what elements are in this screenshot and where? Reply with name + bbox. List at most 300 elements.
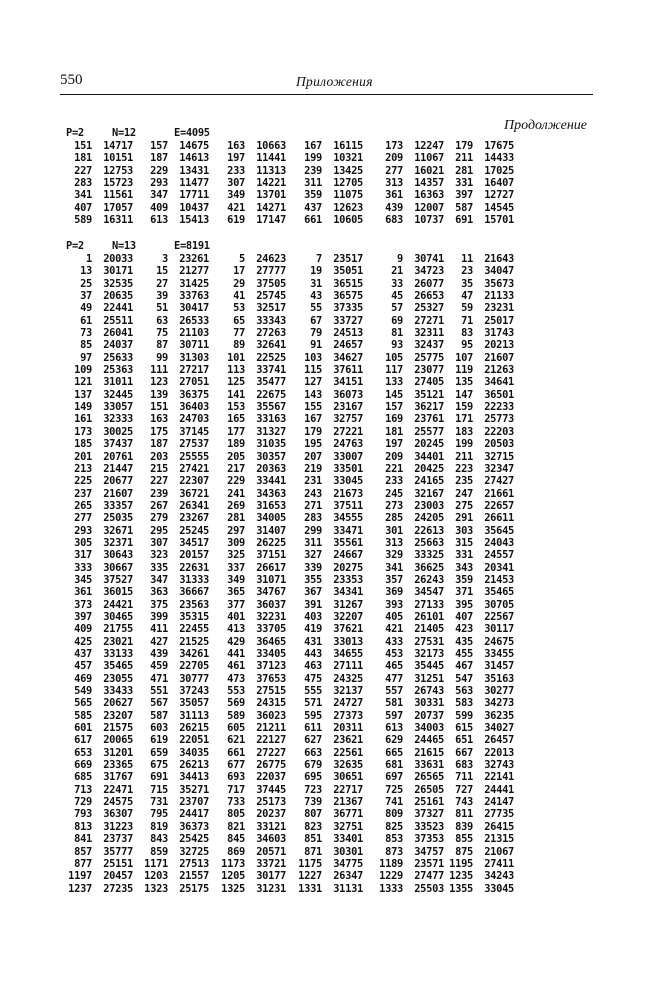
exponent-value: 211: [455, 450, 473, 463]
octal-value: 23707: [179, 796, 209, 809]
table-cell: [443, 202, 514, 214]
octal-value: 27735: [484, 808, 514, 821]
exponent-value: 567: [150, 697, 168, 710]
table-cell: [443, 189, 514, 201]
table-cell: [215, 140, 286, 152]
table-cell: [138, 278, 209, 290]
table-cell: [443, 438, 514, 450]
octal-value: 22717: [333, 783, 363, 796]
octal-value: 22203: [484, 425, 514, 438]
exponent-value: 163: [150, 413, 168, 426]
exponent-value: 229: [150, 164, 168, 177]
exponent-value: 109: [74, 364, 92, 377]
table-cell: [373, 623, 444, 635]
exponent-value: 677: [227, 759, 245, 772]
table-cell: [138, 202, 209, 214]
table-cell: [215, 549, 286, 561]
octal-value: 32167: [414, 487, 444, 500]
octal-value: 33705: [256, 623, 286, 636]
table-cell: [138, 500, 209, 512]
exponent-value: 467: [455, 660, 473, 673]
octal-value: 36023: [256, 709, 286, 722]
table-row: [62, 821, 596, 833]
exponent-value: 393: [385, 598, 403, 611]
exponent-value: 589: [74, 214, 92, 227]
table-cell: [443, 302, 514, 314]
exponent-value: 809: [385, 808, 403, 821]
table-cell: [373, 189, 444, 201]
table-cell: [373, 253, 444, 265]
exponent-value: 617: [74, 734, 92, 747]
table-cell: [292, 140, 363, 152]
table-cell: [373, 214, 444, 226]
exponent-value: 349: [227, 189, 245, 202]
table-cell: [62, 549, 133, 561]
exponent-value: 171: [455, 413, 473, 426]
octal-value: 24417: [179, 808, 209, 821]
octal-value: 34757: [414, 845, 444, 858]
exponent-value: 283: [304, 512, 322, 525]
exponent-value: 585: [74, 709, 92, 722]
octal-value: 33523: [414, 820, 444, 833]
exponent-value: 611: [304, 722, 322, 735]
exponent-value: 433: [385, 635, 403, 648]
exponent-value: 307: [150, 536, 168, 549]
exponent-value: 179: [455, 140, 473, 152]
octal-value: 36307: [103, 808, 133, 821]
table-cell: [215, 673, 286, 685]
table-row: [62, 833, 596, 845]
octal-value: 12247: [414, 140, 444, 152]
table-row: [62, 685, 596, 697]
octal-value: 10437: [179, 201, 209, 214]
table-cell: [215, 808, 286, 820]
octal-value: 33455: [484, 648, 514, 660]
table-row: [62, 562, 596, 574]
exponent-value: 1195: [449, 857, 473, 870]
table-cell: [443, 389, 514, 401]
table-cell: [292, 525, 363, 537]
page-number: 550: [60, 72, 83, 88]
table-cell: [62, 475, 133, 487]
table-cell: [292, 574, 363, 586]
octal-value: 26743: [414, 685, 444, 698]
exponent-value: 439: [150, 648, 168, 660]
octal-value: 26565: [414, 771, 444, 784]
octal-value: 31011: [103, 376, 133, 389]
octal-value: 25151: [103, 857, 133, 870]
table-cell: [373, 648, 444, 660]
exponent-value: 691: [455, 214, 473, 227]
octal-value: 26611: [484, 512, 514, 525]
table-cell: [292, 278, 363, 290]
octal-value: 15413: [179, 214, 209, 227]
table-cell: [373, 352, 444, 364]
exponent-value: 125: [227, 376, 245, 389]
table-cell: [215, 315, 286, 327]
exponent-value: 443: [304, 648, 322, 660]
table-cell: [62, 870, 133, 882]
exponent-value: 181: [74, 152, 92, 165]
octal-value: 11067: [414, 152, 444, 165]
table-cell: [138, 611, 209, 623]
octal-value: 22307: [179, 475, 209, 488]
table-cell: [373, 673, 444, 685]
exponent-value: 37: [80, 290, 92, 303]
octal-value: 31327: [256, 425, 286, 438]
table-cell: [443, 808, 514, 820]
octal-value: 21755: [103, 623, 133, 636]
table-row: [62, 214, 596, 226]
exponent-value: 859: [150, 845, 168, 858]
exponent-value: 117: [385, 364, 403, 377]
octal-value: 26041: [103, 327, 133, 340]
table-n13: [62, 240, 596, 895]
table-cell: [292, 771, 363, 783]
exponent-value: 243: [304, 487, 322, 500]
table-cell: [215, 475, 286, 487]
table-cell: [215, 177, 286, 189]
table-cell: [443, 574, 514, 586]
octal-value: 10663: [256, 140, 286, 152]
exponent-value: 549: [74, 685, 92, 698]
exponent-value: 453: [385, 648, 403, 660]
octal-value: 33343: [256, 314, 286, 327]
table-cell: [138, 660, 209, 672]
param-n: N=12: [112, 127, 136, 139]
table-cell: [292, 883, 363, 895]
param-p: P=2: [66, 240, 84, 252]
octal-value: 20213: [484, 339, 514, 352]
table-cell: [292, 808, 363, 820]
exponent-value: 711: [455, 771, 473, 784]
table-row: [62, 623, 596, 635]
exponent-value: 205: [227, 450, 245, 463]
table-cell: [373, 278, 444, 290]
exponent-value: 855: [455, 833, 473, 846]
table-cell: [138, 189, 209, 201]
octal-value: 21277: [179, 265, 209, 278]
exponent-value: 185: [74, 438, 92, 451]
exponent-value: 315: [455, 536, 473, 549]
table-cell: [62, 376, 133, 388]
octal-value: 22561: [333, 746, 363, 759]
octal-value: 26213: [179, 759, 209, 772]
octal-value: 20275: [333, 561, 363, 574]
table-cell: [62, 438, 133, 450]
exponent-value: 327: [304, 549, 322, 562]
exponent-value: 245: [385, 487, 403, 500]
exponent-value: 337: [227, 561, 245, 574]
exponent-value: 1323: [144, 882, 168, 895]
exponent-value: 875: [455, 845, 473, 858]
table-cell: [215, 821, 286, 833]
table-cell: [443, 278, 514, 290]
exponent-value: 605: [227, 722, 245, 735]
octal-value: 30025: [103, 425, 133, 438]
exponent-value: 869: [227, 845, 245, 858]
octal-value: 22657: [484, 499, 514, 512]
exponent-value: 151: [74, 140, 92, 152]
table-cell: [138, 685, 209, 697]
table-cell: [443, 152, 514, 164]
octal-value: 24205: [414, 512, 444, 525]
octal-value: 22051: [179, 734, 209, 747]
exponent-value: 155: [304, 401, 322, 414]
table-cell: [373, 265, 444, 277]
exponent-value: 569: [227, 697, 245, 710]
exponent-value: 375: [150, 598, 168, 611]
exponent-value: 239: [304, 164, 322, 177]
octal-value: 25161: [414, 796, 444, 809]
octal-value: 21575: [103, 722, 133, 735]
table-cell: [138, 426, 209, 438]
octal-value: 34003: [414, 722, 444, 735]
table-cell: [373, 697, 444, 709]
exponent-value: 89: [233, 339, 245, 352]
exponent-value: 697: [385, 771, 403, 784]
exponent-value: 601: [74, 722, 92, 735]
table-cell: [373, 722, 444, 734]
octal-value: 22613: [414, 524, 444, 537]
table-cell: [292, 500, 363, 512]
table-row: [62, 327, 596, 339]
table-cell: [373, 636, 444, 648]
exponent-value: 121: [74, 376, 92, 389]
octal-value: 20341: [484, 561, 514, 574]
exponent-value: 143: [304, 388, 322, 401]
octal-value: 20237: [256, 808, 286, 821]
octal-value: 25017: [484, 314, 514, 327]
table-cell: [215, 697, 286, 709]
table-cell: [292, 413, 363, 425]
octal-value: 36721: [179, 487, 209, 500]
octal-value: 25633: [103, 351, 133, 364]
exponent-value: 293: [74, 524, 92, 537]
octal-value: 21607: [484, 351, 514, 364]
exponent-value: 653: [74, 746, 92, 759]
table-cell: [138, 177, 209, 189]
table-cell: [215, 796, 286, 808]
table-cell: [373, 512, 444, 524]
exponent-value: 215: [150, 462, 168, 475]
exponent-value: 841: [74, 833, 92, 846]
exponent-value: 325: [227, 549, 245, 562]
table-row: [62, 364, 596, 376]
exponent-value: 97: [80, 351, 92, 364]
table-cell: [292, 426, 363, 438]
exponent-value: 419: [304, 623, 322, 636]
table-cell: [215, 302, 286, 314]
octal-value: 31743: [484, 327, 514, 340]
octal-value: 26457: [484, 734, 514, 747]
table-cell: [62, 140, 133, 152]
octal-value: 31251: [414, 672, 444, 685]
octal-value: 24763: [333, 438, 363, 451]
table-cell: [215, 883, 286, 895]
table-cell: [443, 710, 514, 722]
octal-value: 23003: [414, 499, 444, 512]
table-row: [62, 339, 596, 351]
octal-value: 26341: [179, 499, 209, 512]
octal-value: 33441: [256, 475, 286, 488]
exponent-value: 739: [304, 796, 322, 809]
octal-value: 37243: [179, 685, 209, 698]
octal-value: 22567: [484, 610, 514, 623]
table-cell: [373, 140, 444, 152]
table-cell: [373, 796, 444, 808]
octal-value: 25175: [179, 882, 209, 895]
table-cell: [292, 784, 363, 796]
octal-value: 20503: [484, 438, 514, 451]
exponent-value: 67: [310, 314, 322, 327]
table-cell: [443, 611, 514, 623]
table-cell: [215, 734, 286, 746]
octal-value: 34641: [484, 376, 514, 389]
exponent-value: 421: [385, 623, 403, 636]
exponent-value: 311: [304, 177, 322, 190]
table-cell: [62, 636, 133, 648]
octal-value: 26243: [414, 573, 444, 586]
octal-value: 16407: [484, 177, 514, 190]
exponent-value: 75: [156, 327, 168, 340]
table-cell: [373, 500, 444, 512]
exponent-value: 391: [304, 598, 322, 611]
table-cell: [292, 648, 363, 660]
exponent-value: 465: [385, 660, 403, 673]
exponent-value: 49: [80, 302, 92, 315]
table-cell: [215, 599, 286, 611]
table-cell: [62, 562, 133, 574]
table-cell: [138, 858, 209, 870]
octal-value: 37335: [333, 302, 363, 315]
octal-value: 24557: [484, 549, 514, 562]
octal-value: 23563: [179, 598, 209, 611]
octal-value: 30171: [103, 265, 133, 278]
param-n: N=13: [112, 240, 136, 252]
octal-value: 27427: [484, 475, 514, 488]
exponent-value: 411: [150, 623, 168, 636]
table-row: [62, 290, 596, 302]
octal-value: 25035: [103, 512, 133, 525]
octal-value: 36373: [179, 820, 209, 833]
exponent-value: 41: [233, 290, 245, 303]
table-cell: [373, 734, 444, 746]
table-row: [62, 574, 596, 586]
octal-value: 24147: [484, 796, 514, 809]
exponent-value: 807: [304, 808, 322, 821]
octal-value: 37327: [414, 808, 444, 821]
exponent-value: 397: [74, 610, 92, 623]
octal-value: 33121: [256, 820, 286, 833]
exponent-value: 723: [304, 783, 322, 796]
table-cell: [62, 302, 133, 314]
octal-value: 35051: [333, 265, 363, 278]
table-cell: [62, 426, 133, 438]
table-cell: [373, 401, 444, 413]
octal-value: 32725: [179, 845, 209, 858]
exponent-value: 281: [455, 164, 473, 177]
octal-value: 32535: [103, 277, 133, 290]
octal-value: 24315: [256, 697, 286, 710]
table-row: [62, 512, 596, 524]
octal-value: 27111: [333, 660, 363, 673]
exponent-value: 107: [455, 351, 473, 364]
exponent-value: 409: [150, 201, 168, 214]
table-cell: [373, 525, 444, 537]
exponent-value: 395: [455, 598, 473, 611]
table-cell: [373, 290, 444, 302]
table-cell: [292, 747, 363, 759]
octal-value: 20033: [103, 253, 133, 265]
table-cell: [292, 401, 363, 413]
octal-value: 36515: [333, 277, 363, 290]
octal-value: 21067: [484, 845, 514, 858]
table-cell: [215, 401, 286, 413]
exponent-value: 187: [150, 152, 168, 165]
exponent-value: 421: [227, 201, 245, 214]
table-cell: [373, 846, 444, 858]
octal-value: 31131: [333, 882, 363, 895]
octal-value: 34723: [414, 265, 444, 278]
exponent-value: 613: [150, 214, 168, 227]
table-cell: [215, 759, 286, 771]
octal-value: 24727: [333, 697, 363, 710]
table-cell: [138, 315, 209, 327]
octal-value: 26505: [414, 783, 444, 796]
exponent-value: 667: [455, 746, 473, 759]
exponent-value: 139: [150, 388, 168, 401]
octal-value: 23207: [103, 709, 133, 722]
octal-value: 32715: [484, 450, 514, 463]
table-cell: [215, 537, 286, 549]
table-cell: [443, 140, 514, 152]
octal-value: 27405: [414, 376, 444, 389]
exponent-value: 729: [74, 796, 92, 809]
table-cell: [62, 833, 133, 845]
octal-value: 12705: [333, 177, 363, 190]
octal-value: 35567: [256, 401, 286, 414]
octal-value: 30667: [103, 561, 133, 574]
table-row: [62, 488, 596, 500]
octal-value: 27373: [333, 709, 363, 722]
exponent-value: 407: [74, 201, 92, 214]
table-row: [62, 759, 596, 771]
octal-value: 23761: [414, 413, 444, 426]
octal-value: 35465: [103, 660, 133, 673]
exponent-value: 127: [304, 376, 322, 389]
exponent-value: 163: [227, 140, 245, 152]
table-row: [62, 549, 596, 561]
octal-value: 26225: [256, 536, 286, 549]
octal-value: 17147: [256, 214, 286, 227]
octal-value: 22705: [179, 660, 209, 673]
exponent-value: 11: [461, 253, 473, 265]
octal-value: 34363: [256, 487, 286, 500]
table-cell: [373, 389, 444, 401]
octal-value: 24037: [103, 339, 133, 352]
octal-value: 20635: [103, 290, 133, 303]
exponent-value: 207: [304, 450, 322, 463]
exponent-value: 303: [455, 524, 473, 537]
table-cell: [62, 673, 133, 685]
exponent-value: 35: [461, 277, 473, 290]
octal-value: 32333: [103, 413, 133, 426]
exponent-value: 551: [150, 685, 168, 698]
exponent-value: 589: [227, 709, 245, 722]
exponent-value: 175: [150, 425, 168, 438]
octal-value: 37527: [103, 573, 133, 586]
